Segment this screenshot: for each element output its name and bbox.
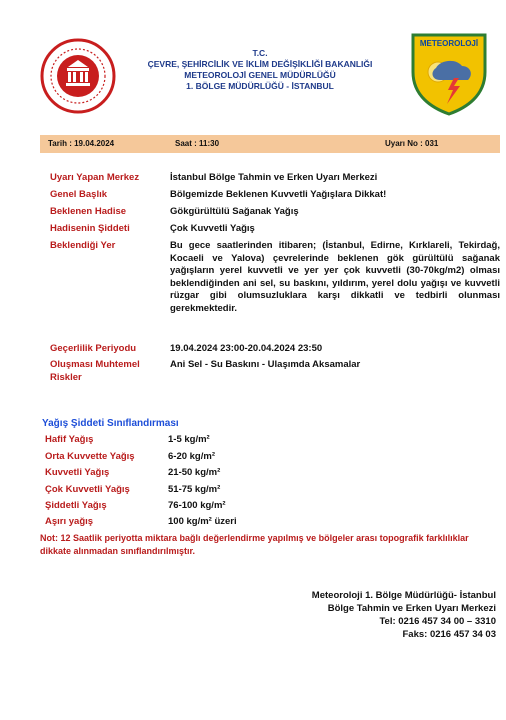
field-value-title: Bölgemizde Beklenen Kuvvetli Yağışlara Dikkat! [170, 189, 387, 200]
classification-title: Yağış Şiddeti Sınıflandırması [42, 418, 179, 429]
field-value-risks: Ani Sel - Su Baskını - Ulaşımda Aksamalar [170, 359, 361, 370]
field-label-severity: Hadisenin Şiddeti [50, 223, 130, 234]
warning-number: Uyarı No : 031 [385, 139, 439, 148]
classification-value-strong: 21-50 kg/m² [168, 467, 221, 478]
warning-time: Saat : 11:30 [175, 139, 220, 148]
field-value-event: Gökgürültülü Sağanak Yağış [170, 206, 299, 217]
classification-value-severe: 76-100 kg/m² [168, 500, 226, 511]
meteorology-logo-text: METEOROLOJİ [419, 39, 479, 48]
classification-label-light: Hafif Yağış [45, 434, 94, 445]
field-label-title: Genel Başlık [50, 189, 108, 200]
field-label-event: Beklenen Hadise [50, 206, 127, 217]
field-label-location: Beklendiği Yer [50, 240, 116, 251]
ministry-seal-logo [40, 38, 116, 114]
classification-label-extreme: Aşırı yağış [45, 516, 94, 527]
field-value-location: Bu gece saatlerinden itibaren; (İstanbul, Edirne, Kırklareli, Tekirdağ, Kocaeli ve Yalova) çevrelerinde beklenen gök gürültülü sağanak yağışların yerel kuvvetli ve yer yer çok kuvvetli (30-70kg/m2) olması beklendiğinden ani sel, su baskını, yıldırım, yerel dolu yağışı ve kuvvetli rüzgar gibi olumsuzluklara karşı dikkatli ve tedbirli olunması gerekmektedir. [170, 240, 500, 314]
classification-value-light: 1-5 kg/m² [168, 434, 210, 445]
field-label-risks-1: Oluşması Muhtemel [50, 359, 140, 370]
field-value-severity: Çok Kuvvetli Yağış [170, 223, 255, 234]
classification-label-severe: Şiddetli Yağış [45, 500, 107, 511]
info-bar [40, 135, 500, 153]
field-label-risks-2: Riskler [50, 372, 82, 383]
header-line-region: 1. BÖLGE MÜDÜRLÜĞÜ - İSTANBUL [186, 81, 334, 91]
classification-label-moderate: Orta Kuvvette Yağış [45, 451, 135, 462]
footer-fax: Faks: 0216 457 34 03 [402, 629, 496, 640]
classification-value-very-strong: 51-75 kg/m² [168, 484, 221, 495]
header-line-tc: T.C. [252, 48, 268, 58]
field-value-validity: 19.04.2024 23:00-20.04.2024 23:50 [170, 343, 323, 354]
field-label-center: Uyarı Yapan Merkez [50, 172, 140, 183]
classification-value-moderate: 6-20 kg/m² [168, 451, 215, 462]
footer-office: Meteoroloji 1. Bölge Müdürlüğü- İstanbul [311, 590, 496, 601]
classification-label-very-strong: Çok Kuvvetli Yağış [45, 484, 130, 495]
warning-date: Tarih : 19.04.2024 [48, 139, 115, 148]
footer-center: Bölge Tahmin ve Erken Uyarı Merkezi [327, 603, 496, 614]
header-line-ministry: ÇEVRE, ŞEHİRCİLİK VE İKLİM DEĞİŞİKLİĞİ BAKANLIĞI [147, 59, 373, 69]
classification-label-strong: Kuvvetli Yağış [45, 467, 110, 478]
classification-note: Not: 12 Saatlik periyotta miktara bağlı değerlendirme yapılmış ve bölgeler arası topografik farklılıklar dikkate alınmadan sınıflandırılmıştır. [40, 533, 469, 556]
field-value-center: İstanbul Bölge Tahmin ve Erken Uyarı Merkezi [170, 172, 378, 183]
field-label-validity: Geçerlilik Periyodu [50, 343, 137, 354]
footer-phone: Tel: 0216 457 34 00 – 3310 [379, 616, 496, 627]
classification-value-extreme: 100 kg/m² üzeri [168, 516, 237, 527]
header-line-directorate: METEOROLOJİ GENEL MÜDÜRLÜĞÜ [184, 70, 336, 80]
